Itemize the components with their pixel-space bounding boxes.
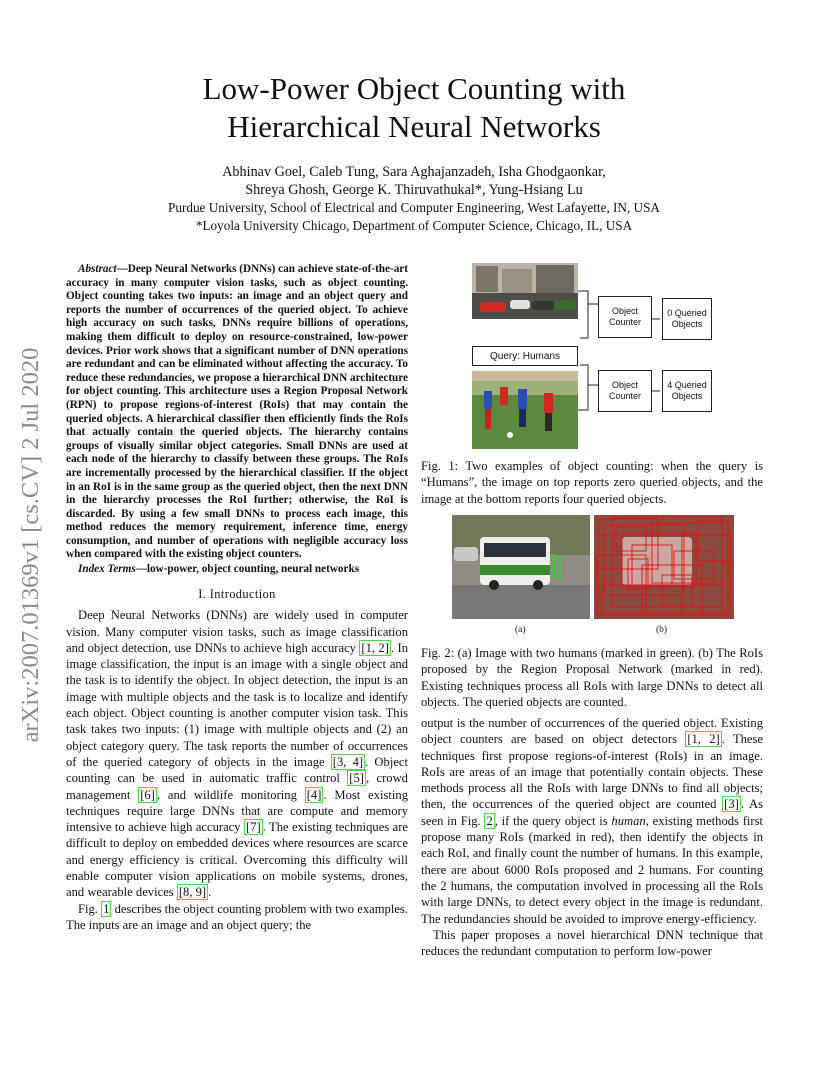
authors-line-1: Abhinav Goel, Caleb Tung, Sara Aghajanzadeh, Isha Ghodgaonkar, [222,164,606,180]
abstract [66,263,408,933]
right-paragraph-1: output is the number of occurrences of the queried object. Existing object counters are based on object detectors [1, 2] . These techniques first propose regions-of-interest (RoIs) in an image. RoIs are areas of an image that potentially contain objects. These methods process all the RoIs with large DNNs to find all objects; then, the occurrences of the queried object are counted [3] . As seen in Fig. 2 , if the query object is human, existing methods first propose many RoIs (marked in red), then identify the objects in each RoI, and finally count the number of humans. In this example, there are about 6000 RoIs proposed and 2 humans. For counting the 2 humans, the computation involved in processing all the RoIs with large DNNs, to detect every object in the image is redundant. The redundancies should be avoided to improve energy-efficiency. [421,716,764,926]
soccer-photo [472,371,578,449]
intro-paragraph-2: Fig. 1 describes the object counting problem with two examples. The inputs are an image and an object query; the [66,901,408,932]
affiliation-1: Purdue University, School of Electrical and Computer Engineering, West Lafayette, IN, USA [168,200,660,215]
result-box-bottom: 4 Queried Objects [662,370,712,412]
citation-link[interactable]: [4] [306,787,322,802]
index-terms-label: Index Terms [78,563,136,576]
roi-photo [594,515,734,619]
citation-link[interactable]: [1, 2] [687,732,720,747]
citation-link[interactable]: [5] [349,771,364,786]
figure-2 [452,515,734,640]
section-heading-introduction: I. Introduction [198,586,276,601]
author-list [0,163,828,199]
figure-2a-label: (a) [515,625,526,635]
citation-link[interactable]: [6] [140,787,155,802]
figure-2-images [452,515,734,620]
result-box-top: 0 Queried Objects [662,298,712,340]
figure-link[interactable]: 2 [486,813,493,828]
citation-link[interactable]: [8, 9] [178,885,207,900]
figure-2b-label: (b) [656,625,668,635]
citation-link[interactable]: [7] [245,820,261,835]
affiliations [0,199,828,234]
figure-2-caption: Fig. 2: (a) Image with two humans (marked in green). (b) The RoIs proposed by the Region Proposal Network (marked in red). Existing techniques process all RoIs with large DNNs to detect all objects. The queried objects are counted. [421,646,763,709]
title-line-1: Low-Power Object Counting with [202,71,626,106]
citation-link[interactable]: [1, 2] [361,640,389,655]
bus-photo [452,515,590,619]
arxiv-stamp [16,320,46,770]
intro-paragraph-1: Deep Neural Networks (DNNs) are widely used in computer vision. Many computer vision tasks, such as image classification and object detection, use DNNs to achieve high accuracy [1, 2] . In image classification, the input is an image with a single object and the task is to identify the object. In object detection, the input is an image with multiple objects and the task is to localize and identify each object. Object counting is another computer vision task. This task takes two inputs: (1) image with multiple objects and (2) an object category query. The task reports the number of occurrences of the queried category of objects in the image [3, 4] . Object counting can be used in automatic traffic control [5] , crowd management [6] , and wildlife monitoring [4] . Most existing techniques require large DNNs that are compute and memory intensive to achieve high accuracy [7] . The existing techniques are difficult to deploy on embedded devices where resources are scarce and energy efficiency is critical. Overcoming this difficulty will enable computer vision applications on mobile systems, drones, and wearable devices [8, 9] . [66,608,408,900]
abstract-label: Abstract [78,263,117,275]
arxiv-stamp-text: arXiv:2007.01369v1 [cs.CV] 2 Jul 2020 [17,347,44,743]
affiliation-2: *Loyola University Chicago, Department of Computer Science, Chicago, IL, USA [195,217,633,233]
abstract-text: —Deep Neural Networks (DNNs) can achieve state-of-the-art accuracy in many computer vision tasks, such as object counting. Object counting takes two inputs: an image and an object query and reports the number of occurrences of the queried object. To achieve high accuracy on such tasks, DNNs require billions of operations, making them difficult to deploy on resource-constrained, low-power devices. Prior work shows that a significant number of DNN operations are redundant and can be eliminated without affecting the accuracy. To reduce these redundancies, we propose a hierarchical DNN architecture for object counting. This architecture uses a Region Proposal Network (RPN) to propose regions-of-interest (RoIs) that may contain the queried objects. A hierarchical classifier then efficiently finds the RoIs that actually contain the queried objects. The hierarchy contains groups of visually similar object categories. Small DNNs are used at each node of the hierarchy to classify between these groups. The RoIs are incrementally processed by the hierarchical classifier. If the object in an RoI is in the same group as the queried object, then the next DNN in the hierarchy processes the RoI further; otherwise, the RoI is discarded. By using a few small DNNs to process each image, this method reduces the memory requirement, inference time, energy consumption, and number of operations with negligible accuracy loss when compared with the existing object counters. [66,263,408,561]
figure-1 [470,263,720,451]
authors-line-2: Shreya Ghosh, George K. Thiruvathukal*, Yung-Hsiang Lu [245,182,583,198]
right-column-text [421,715,763,959]
query-box: Query: Humans [472,346,578,366]
citation-link[interactable]: [3, 4] [332,754,364,769]
index-terms-text: —low-power, object counting, neural networks [135,563,360,576]
object-counter-box-top: Object Counter [598,296,652,338]
citation-link[interactable]: [3] [724,797,739,812]
object-counter-box-bottom: Object Counter [598,370,652,412]
street-photo [472,263,578,319]
right-paragraph-2: This paper proposes a novel hierarchical DNN technique that reduces the redundant computation to perform low-power [421,927,763,959]
figure-link[interactable]: 1 [103,901,110,916]
figure-1-caption: Fig. 1: Two examples of object counting: when the query is “Humans”, the image on top reports zero queried objects, and the image at the bottom reports four queried objects. [421,459,763,506]
title-line-2: Hierarchical Neural Networks [227,109,601,144]
paper-title [0,70,828,146]
